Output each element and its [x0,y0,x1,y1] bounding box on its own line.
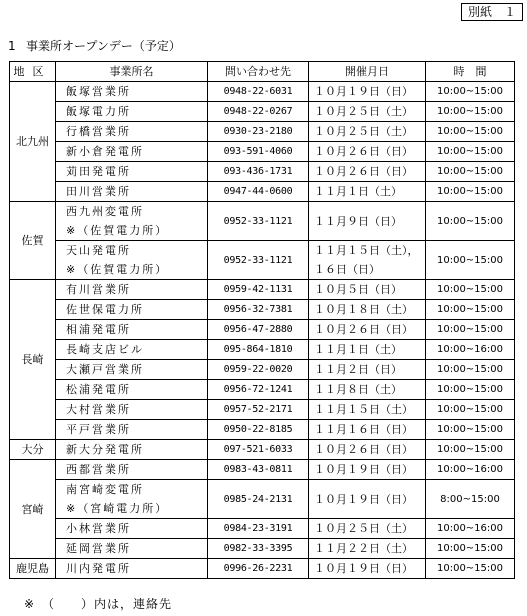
office-name: 相浦発電所 [66,323,131,336]
date-line: １０月２６日（日） [314,165,413,178]
office-cell [56,320,208,340]
time-cell: 10:00~15:00 [426,300,515,320]
date-cell [309,539,426,559]
time-cell: 10:00~15:00 [426,280,515,300]
office-cell [56,380,208,400]
time-cell: 10:00~15:00 [426,82,515,102]
date-cell [309,460,426,480]
date-cell [309,440,426,460]
time-cell: 10:00~15:00 [426,420,515,440]
table-row [10,360,515,380]
table-row [10,460,515,480]
date-cell [309,102,426,122]
date-line: １０月２５日（土） [314,125,413,138]
office-cell [56,280,208,300]
date-cell [309,559,426,579]
office-name: 長崎支店ビル [66,343,144,356]
time-cell: 10:00~15:00 [426,162,515,182]
date-cell [309,400,426,420]
office-cell [56,82,208,102]
header-contact: 問い合わせ先 [208,62,309,82]
table-row [10,539,515,559]
office-cell [56,539,208,559]
office-cell [56,460,208,480]
phone-cell: 0983-43-0811 [208,460,309,480]
phone-cell: 0984-23-3191 [208,519,309,539]
header-office: 事業所名 [56,62,208,82]
table-row [10,300,515,320]
time-cell: 10:00~15:00 [426,400,515,420]
office-contact-note: ※（佐賀電力所） [66,224,169,237]
office-cell [56,162,208,182]
region-cell: 長崎 [10,280,56,440]
date-line: １０月１９日（日） [314,492,413,506]
office-cell [56,440,208,460]
phone-cell: 0952-33-1121 [208,202,309,241]
time-cell: 10:00~15:00 [426,122,515,142]
office-name: 西九州変電所 [66,205,144,218]
table-row [10,340,515,360]
header-date: 開催月日 [309,62,426,82]
table-row [10,122,515,142]
date-cell [309,162,426,182]
phone-cell: 0950-22-8185 [208,420,309,440]
office-cell [56,559,208,579]
table-row [10,82,515,102]
office-cell [56,300,208,320]
table-row [10,420,515,440]
time-cell: 10:00~15:00 [426,142,515,162]
region-cell: 佐賀 [10,202,56,280]
table-row [10,320,515,340]
office-name: 新大分発電所 [66,443,144,456]
date-line: １１月１５日（土） [314,403,413,416]
date-line: １１月２日（日） [314,363,402,376]
phone-cell: 0957-52-2171 [208,400,309,420]
office-name: 苅田発電所 [66,165,131,178]
time-cell: 10:00~15:00 [426,559,515,579]
date-cell [309,420,426,440]
office-name: 大村営業所 [66,403,131,416]
date-line: １１月１日（土） [314,185,402,198]
office-name: 天山発電所 [66,244,131,257]
office-cell [56,182,208,202]
phone-cell: 0996-26-2231 [208,559,309,579]
office-name: 飯塚営業所 [66,85,131,98]
date-cell [309,280,426,300]
time-cell: 10:00~15:00 [426,241,515,280]
phone-cell: 0982-33-3395 [208,539,309,559]
date-line: １１月１日（土） [314,343,402,356]
time-cell: 8:00~15:00 [426,480,515,519]
date-line: １１月８日（土） [314,383,402,396]
phone-cell: 0956-72-1241 [208,380,309,400]
table-row [10,182,515,202]
phone-cell: 0959-42-1131 [208,280,309,300]
date-cell [309,380,426,400]
office-cell [56,400,208,420]
header-region: 地区 [10,62,56,82]
phone-cell: 0952-33-1121 [208,241,309,280]
time-cell: 10:00~15:00 [426,539,515,559]
date-cell [309,300,426,320]
date-cell [309,182,426,202]
date-cell [309,241,426,280]
office-cell [56,102,208,122]
date-line: １０月１９日（日） [314,463,413,476]
date-line: １０月１８日（土） [314,303,413,316]
phone-cell: 0985-24-2131 [208,480,309,519]
table-body [10,82,515,579]
date-cell [309,480,426,519]
region-cell: 鹿児島 [10,559,56,579]
phone-cell: 093-591-4060 [208,142,309,162]
date-cell [309,340,426,360]
table-row [10,559,515,579]
office-cell [56,420,208,440]
attachment-label: 別紙 １ [461,3,523,21]
table-row [10,440,515,460]
phone-cell: 093-436-1731 [208,162,309,182]
phone-cell: 0959-22-0020 [208,360,309,380]
region-cell: 大分 [10,440,56,460]
office-contact-note: ※（佐賀電力所） [66,263,169,276]
office-name: 延岡営業所 [66,542,131,555]
table-row [10,519,515,539]
phone-cell: 0947-44-0600 [208,182,309,202]
office-contact-note: ※（宮崎電力所） [66,502,169,515]
office-cell [56,122,208,142]
date-cell [309,202,426,241]
time-cell: 10:00~16:00 [426,340,515,360]
table-row [10,280,515,300]
date-cell [309,360,426,380]
date-line: １０月５日（日） [314,283,402,296]
office-cell [56,241,208,280]
table-row [10,102,515,122]
office-cell [56,202,208,241]
phone-cell: 095-864-1810 [208,340,309,360]
date-line: １６日（日） [314,263,380,276]
section-number: 1 [8,39,16,53]
phone-cell: 0948-22-0267 [208,102,309,122]
time-cell: 10:00~15:00 [426,320,515,340]
phone-cell: 0930-23-2180 [208,122,309,142]
footnote: ※ （ ）内は，連絡先 [24,597,173,611]
office-cell [56,360,208,380]
date-line: １０月１９日（日） [314,562,413,575]
time-cell: 10:00~15:00 [426,202,515,241]
header-time: 時 間 [426,62,515,82]
date-line: １０月１９日（日） [314,85,413,98]
date-cell [309,320,426,340]
office-name: 飯塚電力所 [66,105,131,118]
table-row [10,241,515,280]
time-cell: 10:00~15:00 [426,102,515,122]
table-row [10,480,515,519]
table-row [10,202,515,241]
office-name: 川内発電所 [66,562,131,575]
office-name: 佐世保電力所 [66,303,144,316]
date-line: １１月１５日（土）， [314,244,419,257]
office-cell [56,340,208,360]
date-cell [309,82,426,102]
date-cell [309,122,426,142]
office-name: 小林営業所 [66,522,131,535]
time-cell: 10:00~15:00 [426,380,515,400]
region-cell: 北九州 [10,82,56,202]
office-cell [56,519,208,539]
phone-cell: 0956-32-7381 [208,300,309,320]
date-line: １０月２６日（日） [314,443,413,456]
date-line: １０月２５日（土） [314,105,413,118]
open-day-table [9,61,515,579]
time-cell: 10:00~15:00 [426,440,515,460]
phone-cell: 0948-22-6031 [208,82,309,102]
date-cell [309,519,426,539]
time-cell: 10:00~15:00 [426,182,515,202]
section-heading [8,39,181,53]
phone-cell: 0956-47-2880 [208,320,309,340]
office-name: 新小倉発電所 [66,145,144,158]
table-row [10,162,515,182]
office-cell [56,480,208,519]
time-cell: 10:00~16:00 [426,460,515,480]
date-cell [309,142,426,162]
date-line: １０月２６日（日） [314,323,413,336]
section-title: 事業所オープンデー（予定） [26,39,181,53]
date-line: １１月２２日（土） [314,542,413,555]
table-row [10,400,515,420]
time-cell: 10:00~16:00 [426,519,515,539]
table-row [10,380,515,400]
office-name: 松浦発電所 [66,383,131,396]
office-name: 大瀬戸営業所 [66,363,144,376]
time-cell: 10:00~15:00 [426,360,515,380]
table-header-row [10,62,515,82]
office-cell [56,142,208,162]
date-line: １１月１６日（日） [314,423,413,436]
table-row [10,142,515,162]
region-cell: 宮崎 [10,460,56,559]
office-name: 有川営業所 [66,283,131,296]
office-name: 平戸営業所 [66,423,131,436]
office-name: 田川営業所 [66,185,131,198]
office-name: 南宮崎変電所 [66,483,144,496]
date-line: １１月９日（日） [314,214,402,228]
date-line: １０月２５日（土） [314,522,413,535]
office-name: 行橋営業所 [66,125,131,138]
office-name: 西都営業所 [66,463,131,476]
date-line: １０月２６日（日） [314,145,413,158]
phone-cell: 097-521-6033 [208,440,309,460]
